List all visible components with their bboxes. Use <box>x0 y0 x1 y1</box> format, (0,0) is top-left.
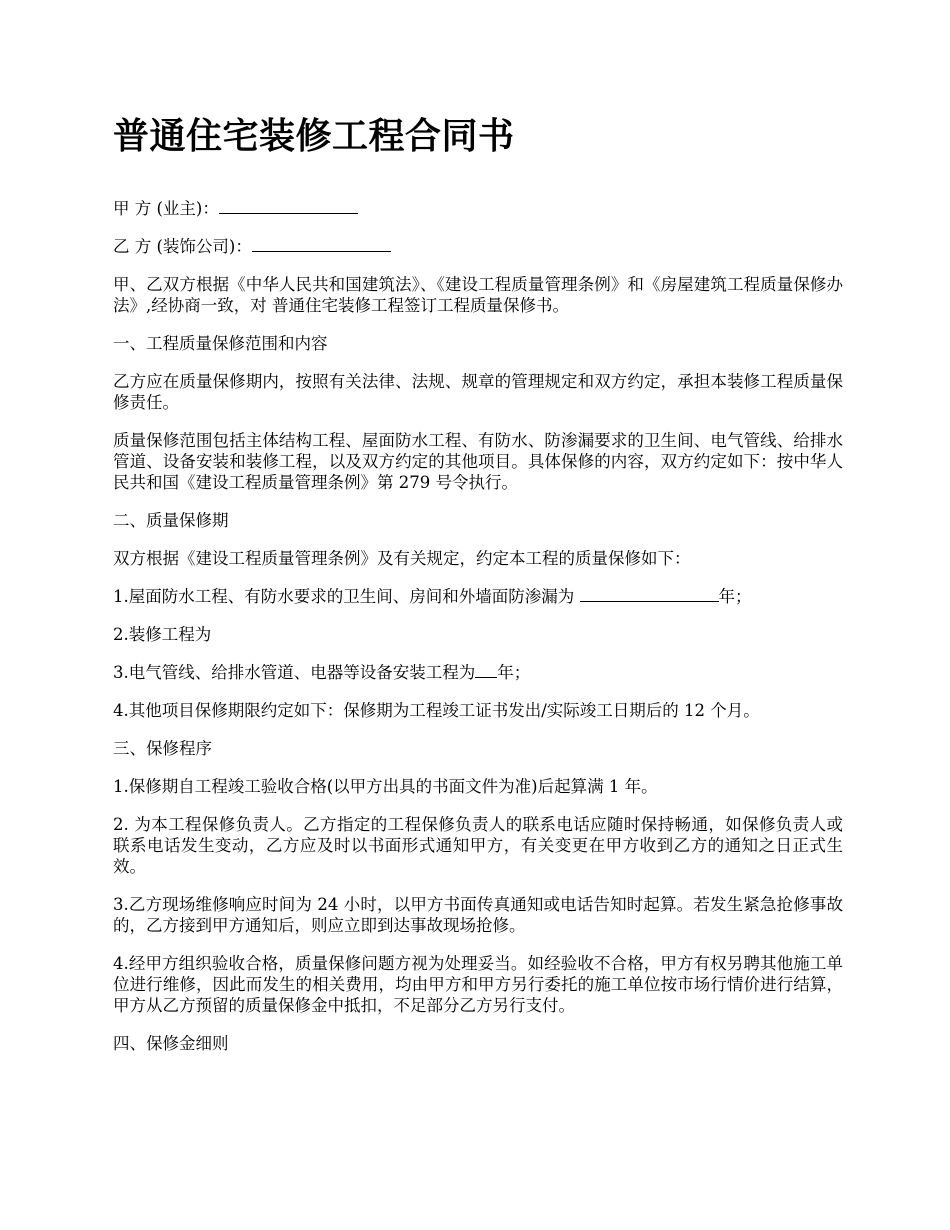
section-2-paragraph-1: 双方根据《建设工程质量管理条例》及有关规定，约定本工程的质量保修如下： <box>113 549 691 568</box>
section-1-heading: 一、工程质量保修范围和内容 <box>113 334 328 353</box>
document-title: 普通住宅装修工程合同书 <box>113 116 515 157</box>
intro-paragraph: 甲、乙双方根据《中华人民共和国建筑法》、《建设工程质量管理条例》和《房屋建筑工程质量保修办法》,经协商一致，对 普通住宅装修工程签订工程质量保修书。 <box>113 275 843 315</box>
party-b-line <box>113 236 843 257</box>
section-3-item-3: 3.乙方现场维修响应时间为 24 小时，以甲方书面传真通知或电话告知时起算。若发生紧急抢修事故的，乙方接到甲方通知后，则应立即到达事故现场抢修。 <box>113 895 843 935</box>
section-4-heading: 四、保修金细则 <box>113 1034 229 1053</box>
party-a-line <box>113 198 843 219</box>
section-2-item-4: 4.其他项目保修期限约定如下：保修期为工程竣工证书发出/实际竣工日期后的 12 个月。 <box>113 701 760 720</box>
section-2-item-2: 2.装修工程为 <box>113 625 212 644</box>
document-page <box>113 112 843 1071</box>
section-2-item-1-prefix: 1.屋面防水工程、有防水要求的卫生间、房间和外墙面防渗漏为 <box>113 587 580 606</box>
roof-waterproof-years-blank[interactable] <box>580 587 719 602</box>
section-1-paragraph-1: 乙方应在质量保修期内，按照有关法律、法规、规章的管理规定和双方约定，承担本装修工程质量保修责任。 <box>113 372 843 412</box>
party-b-blank[interactable] <box>252 237 391 252</box>
section-2-item-3-prefix: 3.电气管线、给排水管道、电器等设备安装工程为 <box>113 663 476 682</box>
section-3-item-1: 1.保修期自工程竣工验收合格(以甲方出具的书面文件为准)后起算满 1 年。 <box>113 777 658 796</box>
party-a-label: 甲 方 (业主)： <box>113 199 219 218</box>
party-a-blank[interactable] <box>219 199 358 214</box>
section-1-paragraph-2: 质量保修范围包括主体结构工程、屋面防水工程、有防水、防渗漏要求的卫生间、电气管线、给排水管道、设备安装和装修工程，以及双方约定的其他项目。具体保修的内容，双方约定如下：按中华人民共和国《建设工程质量管理条例》第 279 号令执行。 <box>113 431 843 492</box>
section-2-item-1 <box>113 586 843 607</box>
section-2-item-3-suffix: 年； <box>497 663 531 682</box>
section-3-item-4: 4.经甲方组织验收合格，质量保修问题方视为处理妥当。如经验收不合格，甲方有权另聘其他施工单位进行维修，因此而发生的相关费用，均由甲方和甲方另行委托的施工单位按市场行情价进行结算，甲方从乙方预留的质量保修金中抵扣，不足部分乙方另行支付。 <box>113 954 843 1015</box>
section-3-item-2: 2. 为本工程保修负责人。乙方指定的工程保修负责人的联系电话应随时保持畅通，如保修负责人或联系电话发生变动，乙方应及时以书面形式通知甲方，有关变更在甲方收到乙方的通知之日正式生效。 <box>113 815 843 876</box>
section-2-item-1-suffix: 年； <box>718 587 752 606</box>
party-b-label: 乙 方 (装饰公司)： <box>113 237 252 256</box>
section-2-item-3 <box>113 662 843 683</box>
section-2-heading: 二、质量保修期 <box>113 511 229 530</box>
electrical-years-blank[interactable] <box>475 663 497 678</box>
section-3-heading: 三、保修程序 <box>113 739 212 758</box>
